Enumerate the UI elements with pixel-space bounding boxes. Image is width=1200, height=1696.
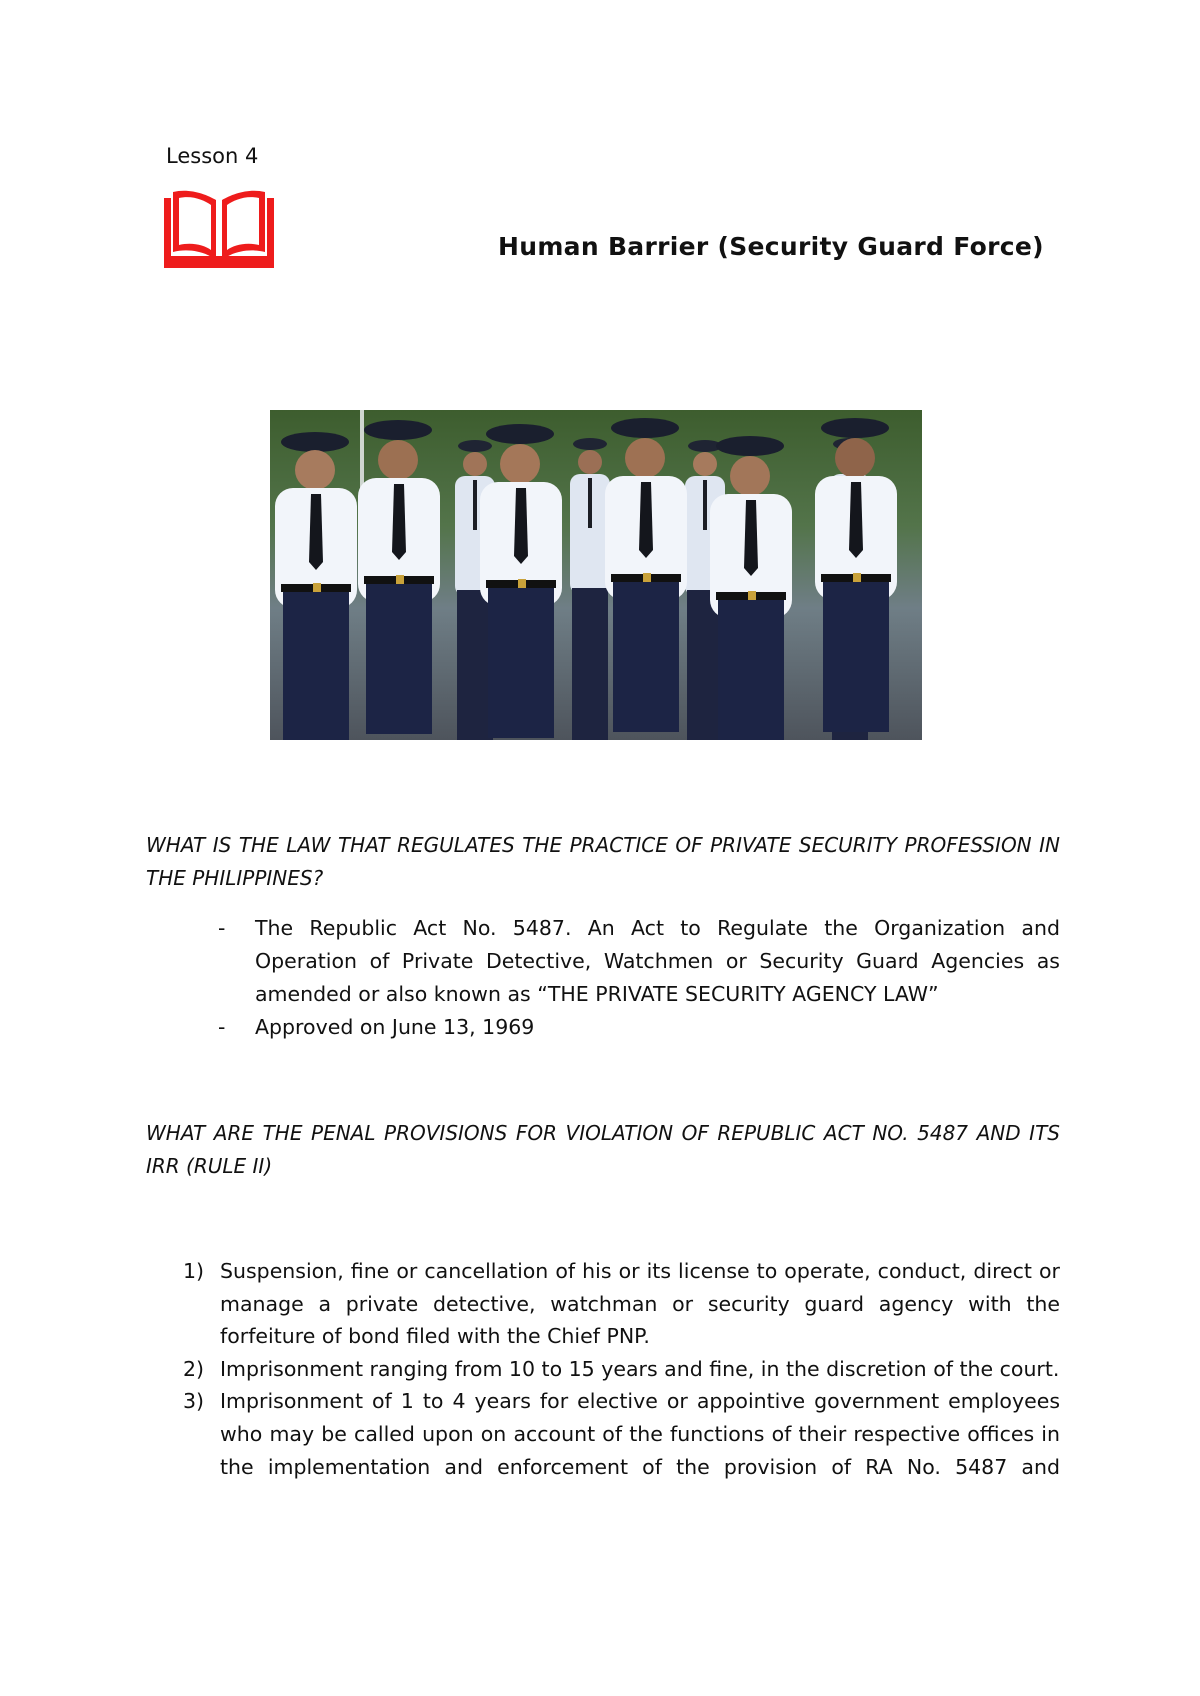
lesson-label: Lesson 4: [166, 144, 259, 168]
item-number: 2): [183, 1356, 205, 1381]
item-text: Imprisonment ranging from 10 to 15 years and fine, in the discretion of the court.: [220, 1356, 1060, 1381]
item-number: 3): [183, 1389, 205, 1414]
section-1-list: [210, 912, 1060, 1044]
section-1-question: WHAT IS THE LAW THAT REGULATES THE PRACTICE OF PRIVATE SECURITY PROFESSION IN THE PHILIPPINES?: [146, 833, 1060, 890]
document-title: Human Barrier (Security Guard Force): [498, 232, 1044, 261]
item-text: Suspension, fine or cancellation of his or its license to operate, conduct, direct or manage a private detective, watchman or security guard agency with the forfeiture of bond filed with the Chief PNP.: [220, 1259, 1060, 1349]
item-text: Imprisonment of 1 to 4 years for elective or appointive government employees who may be called upon on account of the functions of their respective offices in the implementation and enforcement of the provision of RA No. 5487 and: [220, 1389, 1060, 1479]
list-item: [178, 1255, 1060, 1353]
item-number: 1): [183, 1259, 205, 1283]
list-item: - The Republic Act No. 5487. An Act to Regulate the Organization and Operation of Private Detective, Watchmen or Security Guard Agencies as amended or also known as “THE PRIVATE SECURITY AGENCY LAW”: [210, 912, 1060, 1011]
penal-provisions-list: [178, 1255, 1060, 1483]
list-item: - Approved on June 13, 1969: [210, 1011, 1060, 1044]
security-guards-photo: [270, 410, 922, 740]
list-item: [178, 1385, 1060, 1483]
open-book-icon: [164, 190, 274, 270]
list-item: [178, 1353, 1060, 1386]
section-2-question: WHAT ARE THE PENAL PROVISIONS FOR VIOLATION OF REPUBLIC ACT NO. 5487 AND ITS IRR (RULE II): [146, 1121, 1060, 1178]
